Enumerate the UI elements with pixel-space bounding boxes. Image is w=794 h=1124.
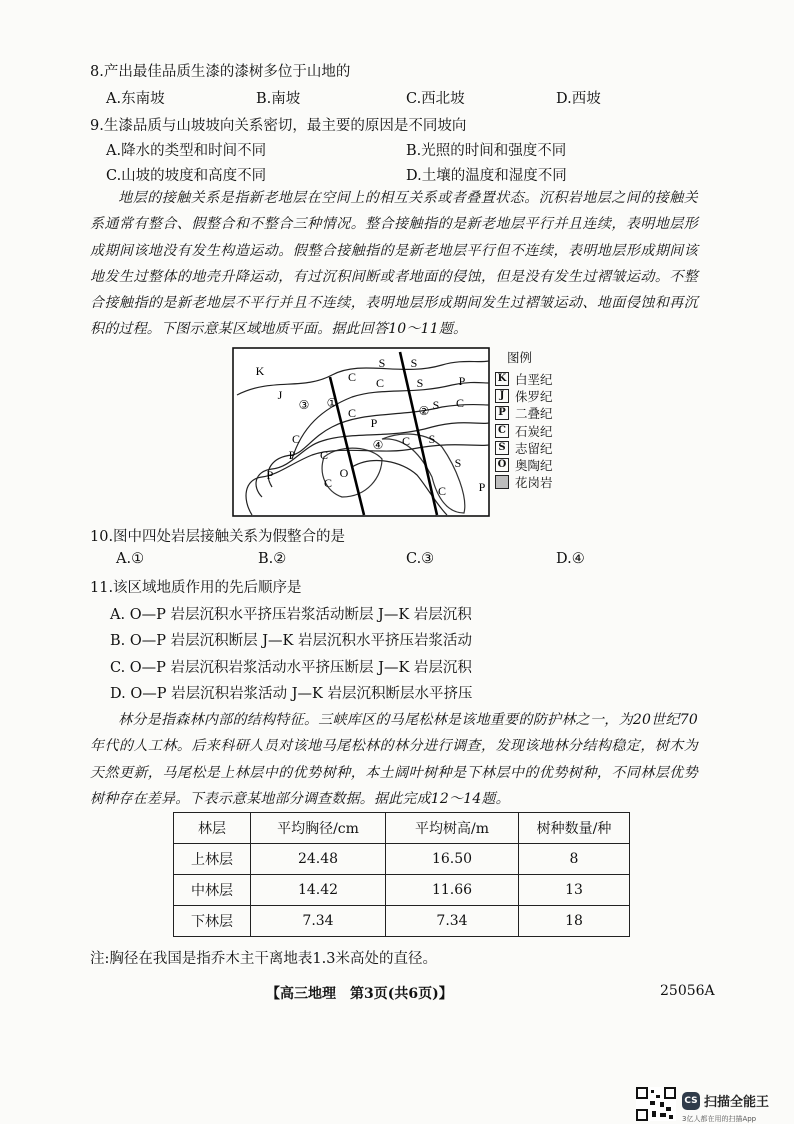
q10-option-b: B.② <box>258 551 287 567</box>
q8-option-a: A.东南坡 <box>106 91 165 107</box>
page-footer: 【高三地理 第3页(共6页)】 <box>266 986 453 1002</box>
q10-stem: 10.图中四处岩层接触关系为假整合的是 <box>90 529 346 545</box>
map-letter: C <box>375 376 385 390</box>
map-letter: S <box>428 432 436 446</box>
q11-option-b: B. O—P 岩层沉积断层 J—K 岩层沉积水平挤压岩浆活动 <box>110 633 472 649</box>
legend-title: 图例 <box>507 350 533 365</box>
map-letter: S <box>416 376 424 390</box>
legend-item: J 侏罗纪 <box>495 387 553 404</box>
exam-code: 25056A <box>660 983 715 999</box>
table-header: 平均树高/m <box>386 813 519 844</box>
forest-passage-text: 林分是指森林内部的结构特征。三峡库区的马尾松林是该地重要的防护林之一，为20世纪70年代的人工林。后来科研人员对该地马尾松林的林分进行调查，发现该地林分结构稳定，树木为天然更新，马尾松是上林层中的优势树种，本土阔叶树种是下林层中的优势树种，不同林层优势树种存在差异。下表示意某地部分调查数据。据此完成12～14题。 <box>90 712 698 807</box>
legend-item: C 石炭纪 <box>495 422 553 439</box>
map-letter: O <box>339 466 349 480</box>
q9-stem: 9.生漆品质与山坡坡向关系密切，最主要的原因是不同坡向 <box>90 118 467 134</box>
table-cell: 7.34 <box>386 906 519 937</box>
q8-option-c: C.西北坡 <box>406 91 465 107</box>
table-cell: 14.42 <box>251 875 386 906</box>
map-letter: S <box>432 398 440 412</box>
map-letter: C <box>401 434 411 448</box>
geological-map <box>232 347 492 519</box>
legend-item: S 志留纪 <box>495 439 553 456</box>
table-header: 林层 <box>174 813 251 844</box>
table-header: 平均胸径/cm <box>251 813 386 844</box>
granite-swatch <box>495 475 509 489</box>
q8-option-b: B.南坡 <box>256 91 301 107</box>
map-letter: P <box>288 448 296 462</box>
map-letter: S <box>378 356 386 370</box>
q11-stem: 11.该区域地质作用的先后顺序是 <box>90 580 302 596</box>
table-cell: 下林层 <box>174 906 251 937</box>
camscanner-logo: CS <box>682 1092 700 1110</box>
table-header: 树种数量/种 <box>519 813 630 844</box>
map-letter: C <box>323 476 333 490</box>
contact-marker-1: ① <box>326 396 338 410</box>
forest-layer-table <box>173 812 630 937</box>
table-row <box>174 844 630 875</box>
q10-option-a: A.① <box>116 551 145 567</box>
map-letter: C <box>291 432 301 446</box>
table-cell: 8 <box>519 844 630 875</box>
map-letter: P <box>370 416 378 430</box>
geology-passage-text: 地层的接触关系是指新老地层在空间上的相互关系或者叠置状态。沉积岩地层之间的接触关系通常有整合、假整合和不整合三种情况。整合接触指的是新老地层平行并且连续，表明地层形成期间该地没有发生构造运动。假整合接触指的是新老地层平行但不连续，表明地层形成期间该地发生过整体的地壳升降运动，有过沉积间断或者地面的侵蚀，但是没有发生过褶皱运动。不整合接触指的是新老地层不平行并且不连续，表明地层形成期间发生过褶皱运动、地面侵蚀和再沉积的过程。下图示意某区域地质平面。据此回答10～11题。 <box>90 190 698 338</box>
map-letter: C <box>319 448 329 462</box>
table-row <box>174 906 630 937</box>
q9-option-d: D.土壤的温度和湿度不同 <box>406 168 567 184</box>
table-cell: 18 <box>519 906 630 937</box>
table-cell: 24.48 <box>251 844 386 875</box>
table-cell: 中林层 <box>174 875 251 906</box>
contact-marker-4: ④ <box>372 438 384 452</box>
map-letter: C <box>347 406 357 420</box>
legend-item: P 二叠纪 <box>495 405 553 422</box>
table-cell: 16.50 <box>386 844 519 875</box>
table-header-row <box>174 813 630 844</box>
qr-code-icon <box>636 1087 676 1121</box>
forest-passage <box>90 707 698 812</box>
map-letter: P <box>266 468 274 482</box>
map-letter: C <box>347 370 357 384</box>
table-row <box>174 875 630 906</box>
scanner-app-tagline: 3亿人都在用的扫描App <box>682 1115 757 1123</box>
map-legend <box>495 348 553 491</box>
q11-option-d: D. O—P 岩层沉积岩浆活动 J—K 岩层沉积断层水平挤压 <box>110 686 473 702</box>
legend-item: 花岗岩 <box>495 474 553 491</box>
map-letter: J <box>277 388 283 402</box>
map-letter: P <box>458 374 466 388</box>
table-cell: 上林层 <box>174 844 251 875</box>
map-letter: K <box>255 364 265 378</box>
q8-option-d: D.西坡 <box>556 91 601 107</box>
map-letter: C <box>437 484 447 498</box>
contact-marker-3: ③ <box>298 398 310 412</box>
table-cell: 11.66 <box>386 875 519 906</box>
scanner-app-name: 扫描全能王 <box>704 1095 770 1110</box>
q8-stem: 8.产出最佳品质生漆的漆树多位于山地的 <box>90 64 351 80</box>
map-letter: S <box>410 356 418 370</box>
q10-option-d: D.④ <box>556 551 585 567</box>
legend-item: K 白垩纪 <box>495 370 553 387</box>
q9-option-b: B.光照的时间和强度不同 <box>406 143 567 159</box>
q9-option-a: A.降水的类型和时间不同 <box>106 143 267 159</box>
legend-item: O 奥陶纪 <box>495 456 553 473</box>
map-letter: S <box>454 456 462 470</box>
contact-marker-2: ② <box>418 404 430 418</box>
q11-option-c: C. O—P 岩层沉积岩浆活动水平挤压断层 J—K 岩层沉积 <box>110 660 472 676</box>
q11-option-a: A. O—P 岩层沉积水平挤压岩浆活动断层 J—K 岩层沉积 <box>110 607 472 623</box>
map-letter: P <box>478 480 486 494</box>
map-letter: C <box>455 396 465 410</box>
table-cell: 13 <box>519 875 630 906</box>
table-note: 注:胸径在我国是指乔木主干离地表1.3米高处的直径。 <box>90 951 437 967</box>
table-cell: 7.34 <box>251 906 386 937</box>
q10-option-c: C.③ <box>406 551 435 567</box>
geology-passage <box>90 185 698 343</box>
q9-option-c: C.山坡的坡度和高度不同 <box>106 168 267 184</box>
